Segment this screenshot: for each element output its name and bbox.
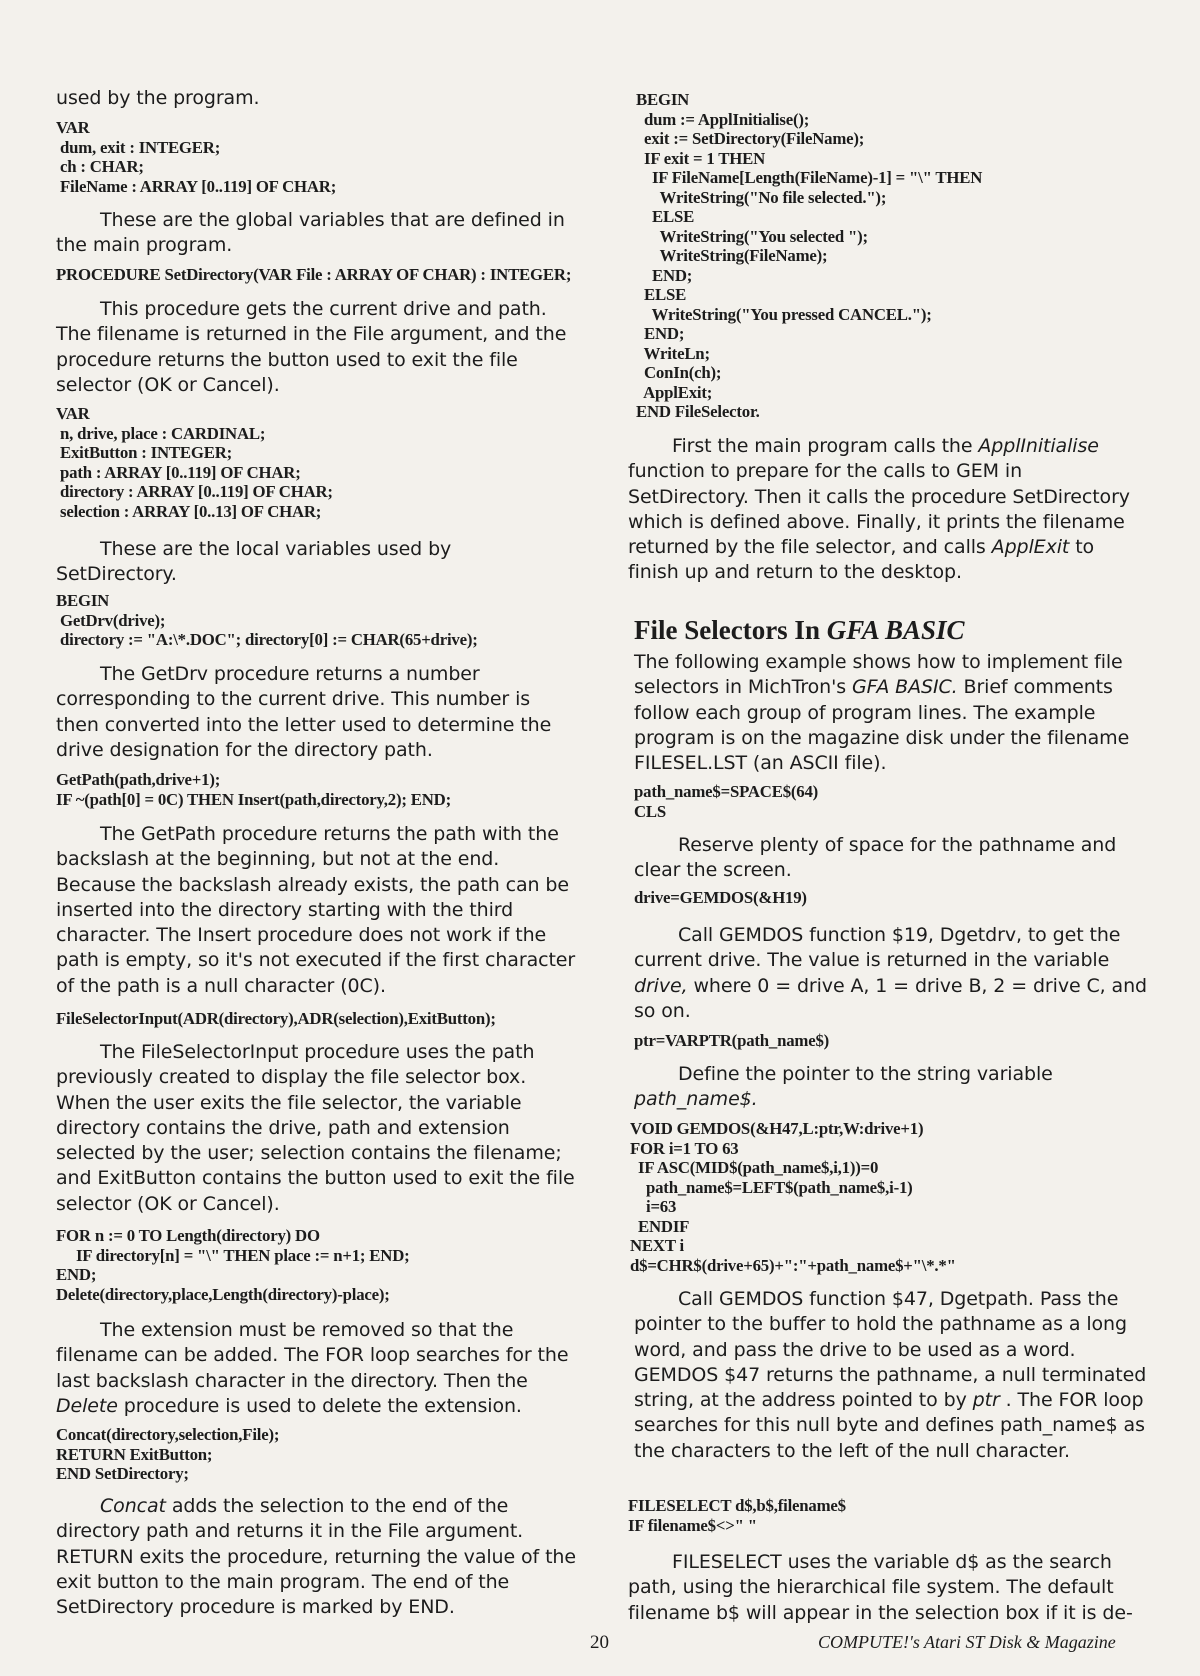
- page-number: 20: [590, 1632, 609, 1653]
- code-line: ELSE: [636, 285, 687, 304]
- code-line: GetPath(path,drive+1);: [56, 770, 221, 789]
- code-line: VAR: [56, 404, 90, 423]
- right-paragraph-3: Reserve plenty of space for the pathname and clear the screen.: [634, 834, 1117, 882]
- left-paragraph-7: [56, 1318, 578, 1419]
- code-line: IF ~(path[0] = 0C) THEN Insert(path,directory,2); END;: [56, 789, 451, 809]
- italic-term-applinitialise: ApplInitialise: [978, 435, 1099, 457]
- code-line: WriteLn;: [636, 343, 710, 363]
- code-line: directory := "A:\*.DOC"; directory[0] := CHAR(65+drive);: [56, 630, 478, 649]
- code-line: BEGIN: [56, 591, 110, 610]
- code-line: BEGIN: [636, 90, 690, 109]
- right-paragraph-2: [634, 650, 1150, 776]
- code-line: IF ASC(MID$(path_name$,i,1))=0: [630, 1158, 879, 1177]
- text-run: where 0 = drive A, 1 = drive B, 2 = drive C, and so on.: [634, 974, 1147, 1022]
- text-run: The following example shows how to implement file selectors in MichTron's: [634, 651, 1123, 699]
- code-line: Delete(directory,place,Length(directory)-place);: [56, 1284, 390, 1304]
- left-paragraph-1: These are the global variables that are defined in the main program.: [56, 209, 565, 257]
- code-line: dum := ApplInitialise();: [636, 109, 810, 129]
- left-paragraph-8: [56, 1494, 578, 1620]
- text-run: Brief comments follow each group of program lines. The example program is on the magazine disk under the filename FILESEL.LST (an ASCII file).: [634, 676, 1130, 775]
- code-line: RETURN ExitButton;: [56, 1444, 213, 1464]
- code-line: WriteString("No file selected.");: [636, 187, 887, 207]
- code-line: END SetDirectory;: [56, 1464, 189, 1483]
- right-code-space: [634, 782, 818, 821]
- code-line: ptr=VARPTR(path_name$): [634, 1031, 830, 1050]
- right-paragraph-5: [634, 1062, 1150, 1113]
- right-paragraph-6: [634, 1287, 1150, 1464]
- code-line: FOR i=1 TO 63: [630, 1138, 739, 1158]
- italic-term-delete: Delete: [56, 1394, 118, 1417]
- right-paragraph-4: [634, 923, 1150, 1024]
- left-paragraph-2: This procedure gets the current drive and path. The filename is returned in the File argument, and the procedure returns the button used to exit the file selector (OK or Cancel).: [56, 298, 567, 396]
- italic-term-applexit: ApplExit: [991, 536, 1070, 559]
- code-line: ConIn(ch);: [636, 363, 722, 382]
- left-paragraph-5: The GetPath procedure returns the path with the backslash at the beginning, but not at the end. Because the backslash already exists, the path can be inserted into the directory starting with the third character. The Insert procedure does not work if the path is empty, so it's not executed if the first character of the path is a null character (0C).: [56, 823, 576, 997]
- text-run: . The FOR loop searches for this null byte and defines path_name$ as the characters to the left of the null character.: [634, 1389, 1145, 1462]
- text-run: adds the selection to the end of the directory path and returns it in the File argument. RETURN exits the procedure, returning the value of the exit button to the main program. The end of the SetDirectory procedure is marked by END.: [56, 1495, 576, 1619]
- text-run: The extension must be removed so that the filename can be added. The FOR loop searches for the last backslash character in the directory. Then the: [56, 1319, 569, 1392]
- right-code-gemdos-47: [630, 1119, 956, 1275]
- right-paragraph-7: FILESELECT uses the variable d$ as the search path, using the hierarchical file system. The default filename b$ will appear in the selection box if it is de-: [628, 1551, 1133, 1624]
- left-paragraph-0: used by the program.: [56, 87, 260, 109]
- code-line: ENDIF: [630, 1216, 690, 1236]
- code-line: GetDrv(drive);: [56, 610, 166, 630]
- left-code-global-vars: [56, 118, 336, 196]
- code-line: FileName : ARRAY [0..119] OF CHAR;: [56, 176, 337, 196]
- code-line: VAR: [56, 118, 90, 137]
- code-line: WriteString("You selected ");: [636, 226, 868, 246]
- left-code-fileselectorinput: [56, 1009, 496, 1029]
- code-line: WriteString(FileName);: [636, 246, 828, 265]
- code-line: END FileSelector.: [636, 402, 760, 421]
- right-code-main-program: [636, 90, 982, 422]
- code-line: CLS: [634, 801, 667, 821]
- code-line: path_name$=LEFT$(path_name$,i-1): [630, 1177, 913, 1197]
- code-line: END;: [636, 324, 685, 343]
- text-run: procedure is used to delete the extension.: [117, 1394, 522, 1417]
- section-heading-gfa-basic: [634, 614, 965, 646]
- code-line: FOR n := 0 TO Length(directory) DO: [56, 1226, 320, 1245]
- left-code-getdrv: [56, 591, 478, 650]
- code-line: d$=CHR$(drive+65)+":"+path_name$+"\*.*": [630, 1255, 956, 1275]
- code-line: drive=GEMDOS(&H19): [634, 888, 807, 907]
- code-line: WriteString("You pressed CANCEL.");: [636, 304, 932, 324]
- code-line: exit := SetDirectory(FileName);: [636, 129, 865, 148]
- right-code-fileselect: [628, 1496, 846, 1535]
- code-line: i=63: [630, 1197, 677, 1216]
- italic-term-gfa-basic: GFA BASIC.: [851, 676, 958, 699]
- text-run: function to prepare for the calls to GEM in SetDirectory. Then it calls the procedure SetDirectory which is defined above. Finally, it prints the filename returned by the file selector, and calls: [628, 460, 1130, 559]
- italic-term-drive: drive,: [634, 974, 688, 997]
- text-run: First the main program calls the: [672, 435, 979, 457]
- code-line: path_name$=SPACE$(64): [634, 782, 819, 801]
- text-run: Call GEMDOS function $47, Dgetpath. Pass the pointer to the buffer to hold the pathname as a long word, and pass the drive to be used as a word. GEMDOS $47 returns the pathname, a null terminated string, at the address pointed to by: [634, 1288, 1147, 1412]
- code-line: IF directory[n] = "\" THEN place := n+1; END;: [56, 1245, 410, 1265]
- code-line: Concat(directory,selection,File);: [56, 1425, 280, 1444]
- code-line: directory : ARRAY [0..119] OF CHAR;: [56, 482, 333, 501]
- code-line: IF exit = 1 THEN: [636, 148, 766, 168]
- code-line: IF filename$<>" ": [628, 1515, 757, 1535]
- left-code-concat: [56, 1425, 279, 1484]
- right-code-gemdos-19: [634, 888, 807, 908]
- text-run: Define the pointer to the string variable: [678, 1063, 1053, 1085]
- code-line: FileSelectorInput(ADR(directory),ADR(selection),ExitButton);: [56, 1009, 496, 1028]
- left-code-getpath: [56, 770, 451, 809]
- code-line: n, drive, place : CARDINAL;: [56, 423, 266, 443]
- code-line: selection : ARRAY [0..13] OF CHAR;: [56, 501, 322, 521]
- text-run: to finish up and return to the desktop.: [628, 536, 1095, 584]
- left-code-local-vars: [56, 404, 333, 521]
- magazine-footer: COMPUTE!'s Atari ST Disk & Magazine: [818, 1632, 1116, 1652]
- code-line: PROCEDURE SetDirectory(VAR File : ARRAY OF CHAR) : INTEGER;: [56, 265, 572, 284]
- code-line: NEXT i: [630, 1236, 684, 1255]
- left-code-for-loop: [56, 1226, 410, 1304]
- italic-term-concat: Concat: [100, 1495, 166, 1517]
- code-line: VOID GEMDOS(&H47,L:ptr,W:drive+1): [630, 1119, 924, 1138]
- left-paragraph-3: These are the local variables used by SetDirectory.: [56, 538, 452, 586]
- code-line: END;: [636, 265, 693, 285]
- right-paragraph-1: [628, 434, 1148, 586]
- italic-term-ptr: ptr: [972, 1389, 1000, 1412]
- code-line: path : ARRAY [0..119] OF CHAR;: [56, 462, 301, 482]
- left-code-procedure-header: [56, 265, 571, 285]
- right-code-varptr: [634, 1031, 829, 1051]
- code-line: ch : CHAR;: [56, 157, 144, 176]
- code-line: END;: [56, 1265, 97, 1284]
- code-line: ApplExit;: [636, 382, 713, 402]
- code-line: IF FileName[Length(FileName)-1] = "\" THEN: [636, 168, 983, 187]
- heading-text: File Selectors In: [634, 615, 827, 645]
- italic-term-path-name: path_name$.: [634, 1088, 758, 1111]
- left-paragraph-6: The FileSelectorInput procedure uses the path previously created to display the file selector box. When the user exits the file selector, the variable directory contains the drive, path and extension selected by the user; selection contains the filename; and ExitButton contains the button used to exit the file selector (OK or Cancel).: [56, 1041, 575, 1215]
- code-line: FILESELECT d$,b$,filename$: [628, 1496, 846, 1515]
- heading-italic-gfa-basic: GFA BASIC: [826, 615, 965, 645]
- code-line: ELSE: [636, 207, 695, 226]
- code-line: dum, exit : INTEGER;: [56, 137, 221, 157]
- text-run: Call GEMDOS function $19, Dgetdrv, to get the current drive. The value is returned in the variable: [634, 924, 1121, 972]
- left-paragraph-4: The GetDrv procedure returns a number corresponding to the current drive. This number is then converted into the letter used to determine the drive designation for the directory path.: [56, 663, 552, 761]
- code-line: ExitButton : INTEGER;: [56, 443, 233, 462]
